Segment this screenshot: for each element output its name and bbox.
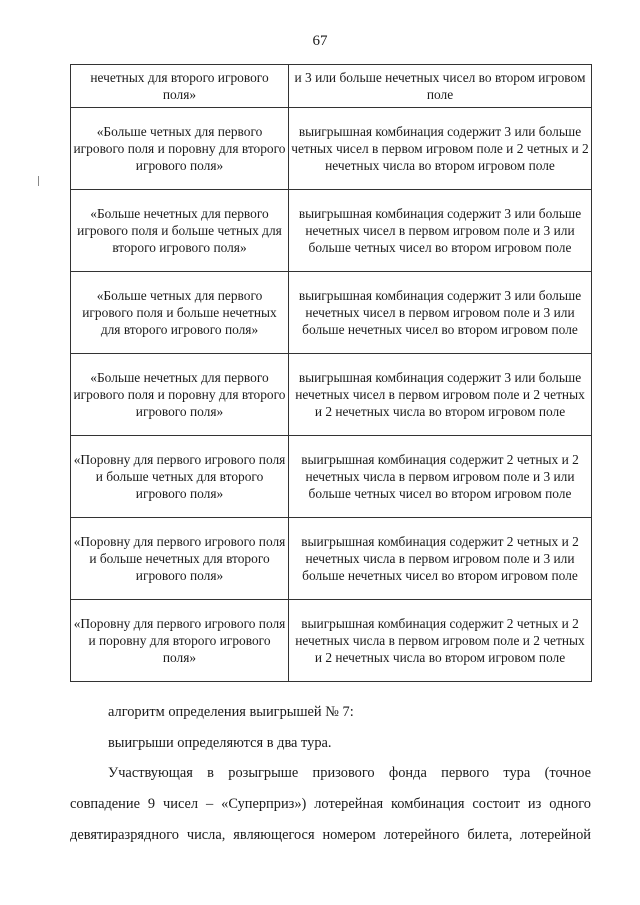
table-row [71,600,592,682]
condition-cell: «Больше четных для первого игрового поля и больше нечетных для второго игрового поля» [71,272,289,354]
condition-cell: «Больше четных для первого игрового поля и поровну для второго игрового поля» [71,108,289,190]
outcome-cell: выигрышная комбинация содержит 2 четных и 2 нечетных числа в первом игровом поле и 3 или больше нечетных чисел во втором игровом поле [289,518,592,600]
paragraph-line: совпадение 9 чисел – «Суперприз») лотерейная комбинация состоит из одного [70,796,591,812]
table-body [71,65,592,682]
condition-cell: «Больше нечетных для первого игрового поля и поровну для второго игрового поля» [71,354,289,436]
condition-cell: «Поровну для первого игрового поля и больше четных для второго игрового поля» [71,436,289,518]
paragraph-line: Участвующая в розыгрыше призового фонда первого тура (точное [108,765,591,781]
table-row [71,436,592,518]
table-row [71,190,592,272]
body-paragraph [70,764,591,857]
condition-cell: «Больше нечетных для первого игрового поля и больше четных для второго игрового поля» [71,190,289,272]
condition-cell: «Поровну для первого игрового поля и больше нечетных для второго игрового поля» [71,518,289,600]
outcome-cell: и 3 или больше нечетных чисел во втором игровом поле [289,65,592,108]
algorithm-heading: алгоритм определения выигрышей № 7: [108,704,354,720]
table-row [71,518,592,600]
winning-combinations-table [70,64,592,682]
outcome-cell: выигрышная комбинация содержит 3 или больше нечетных чисел в первом игровом поле и 3 или больше нечетных чисел во втором игровом поле [289,272,592,354]
margin-mark [38,176,39,186]
outcome-cell: выигрышная комбинация содержит 3 или больше нечетных чисел в первом игровом поле и 2 четных и 2 нечетных числа во втором игровом поле [289,354,592,436]
table-row [71,108,592,190]
outcome-cell: выигрышная комбинация содержит 2 четных и 2 нечетных числа в первом игровом поле и 2 четных и 2 нечетных числа во втором игровом поле [289,600,592,682]
condition-cell: «Поровну для первого игрового поля и поровну для второго игрового поля» [71,600,289,682]
outcome-cell: выигрышная комбинация содержит 2 четных и 2 нечетных числа в первом игровом поле и 3 или больше четных чисел во втором игровом поле [289,436,592,518]
page-number: 67 [312,33,328,49]
two-rounds-text: выигрыши определяются в два тура. [108,735,332,751]
table-row [71,272,592,354]
condition-cell: нечетных для второго игрового поля» [71,65,289,108]
table-row [71,354,592,436]
outcome-cell: выигрышная комбинация содержит 3 или больше четных чисел в первом игровом поле и 2 четных и 2 нечетных числа во втором игровом поле [289,108,592,190]
paragraph-line: девятиразрядного числа, являющегося номером лотерейного билета, лотерейной [70,827,591,843]
table-row [71,65,592,108]
outcome-cell: выигрышная комбинация содержит 3 или больше нечетных чисел в первом игровом поле и 3 или больше четных чисел во втором игровом поле [289,190,592,272]
